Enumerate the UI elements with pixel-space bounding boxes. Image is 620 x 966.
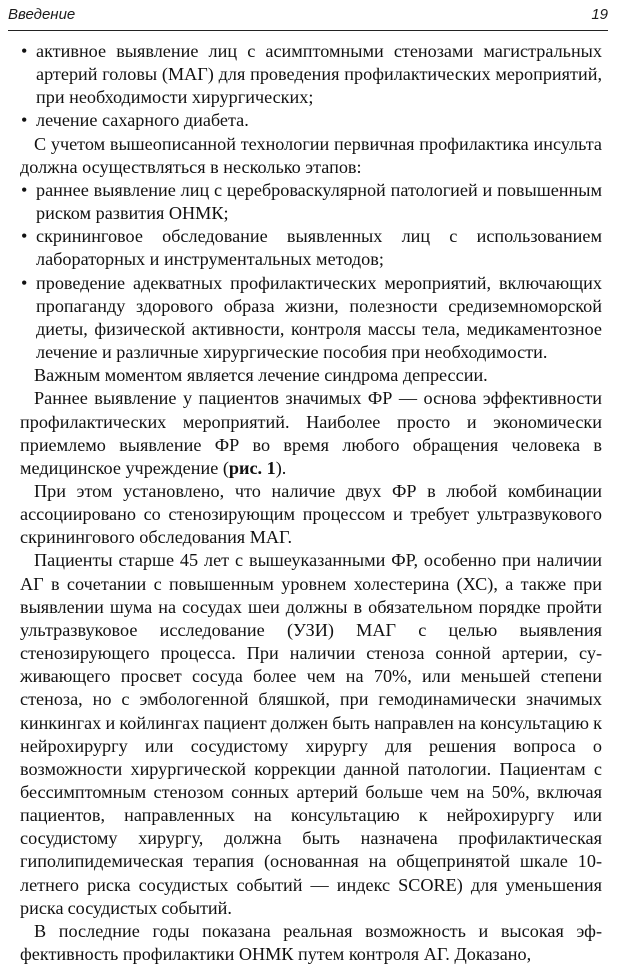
header-rule — [8, 30, 608, 31]
bullet-item: • проведение адекватных профилактических мероприятий, включающих пропаганду здорового образа жизни, полезности средиземноморской диеты, физической активности, контроля массы тела, медикаментозное лечение и различные хирургические пособия при необходимости. — [20, 272, 602, 365]
page-number: 19 — [591, 6, 608, 23]
bullet-item: • раннее выявление лиц с цереброваскулярной патологией и повышенным риском развития ОНМК; — [20, 179, 602, 225]
paragraph — [20, 387, 602, 480]
section-title: Введение — [8, 6, 76, 23]
body-text — [20, 40, 602, 966]
paragraph: Важным моментом является лечение синдрома депрессии. — [34, 365, 488, 386]
bullet-item: • скрининговое обследование выявленных лиц с использованием лабораторных и инструментальных методов; — [20, 225, 602, 271]
bullet-item: • лечение сахарного диабета. — [20, 109, 602, 132]
running-header — [8, 6, 608, 30]
paragraph: Пациенты старше 45 лет с вышеуказанными ФР, особенно при наличии АГ в сочетании с повышенным уровнем холестерина (ХС), а также при выявлении шума на сосудах шеи должны в обязательном порядке пройти ультразвуковое исследование (УЗИ) МАГ с целью выявления стенозирующего процесса. При наличии стеноза сонной артерии, суживающего просвет сосуда более чем на 70%, или меньшей степени стеноза, но с эмбологенной бляшкой, при гемодинамически значимых кинкингах и койлингах пациент должен быть направлен на консультацию к нейрохирургу или сосудистому хирургу для решения вопроса о возможности хирургической коррекции данной патологии. Пациентам с бессимптомным стенозом сонных артерий больше чем на 50%, включая пациентов, направленных на консультацию к нейрохирургу или сосудистому хирургу, должна быть назначена профилактическая гиполипидемическая терапия (основанная на общепринятой шкале 10-летнего риска сосудистых событий — индекс SCORE) для уменьшения риска сосудистых событий. — [20, 550, 602, 918]
paragraph: В последние годы показана реальная возможность и высокая эффективность профилактики ОНМК путем контроля АГ. Доказано, — [20, 920, 602, 965]
paragraph: При этом установлено, что наличие двух ФР в любой комбинации ассоциировано со стенозирующим процессом и требует ультразвукового скринингового обследования МАГ. — [20, 480, 602, 548]
paragraph: С учетом вышеописанной технологии первичная профилактика инсульта должна осуществляться в несколько этапов: — [20, 133, 602, 177]
paragraph-text-end: ). — [275, 457, 287, 478]
figure-reference: рис. 1 — [228, 457, 276, 478]
bullet-item: • активное выявление лиц с асимптомными стенозами магистральных артерий головы (МАГ) для проведения профилактических мероприятий, при необходимости хирургических; — [20, 40, 602, 109]
paragraph-text: Раннее выявление у пациентов значимых ФР — основа эффективности профилактических мероприятий. Наиболее просто и экономически приемлемо выявление ФР во время любого обращения человека в медицинское учреждение ( — [20, 388, 602, 478]
